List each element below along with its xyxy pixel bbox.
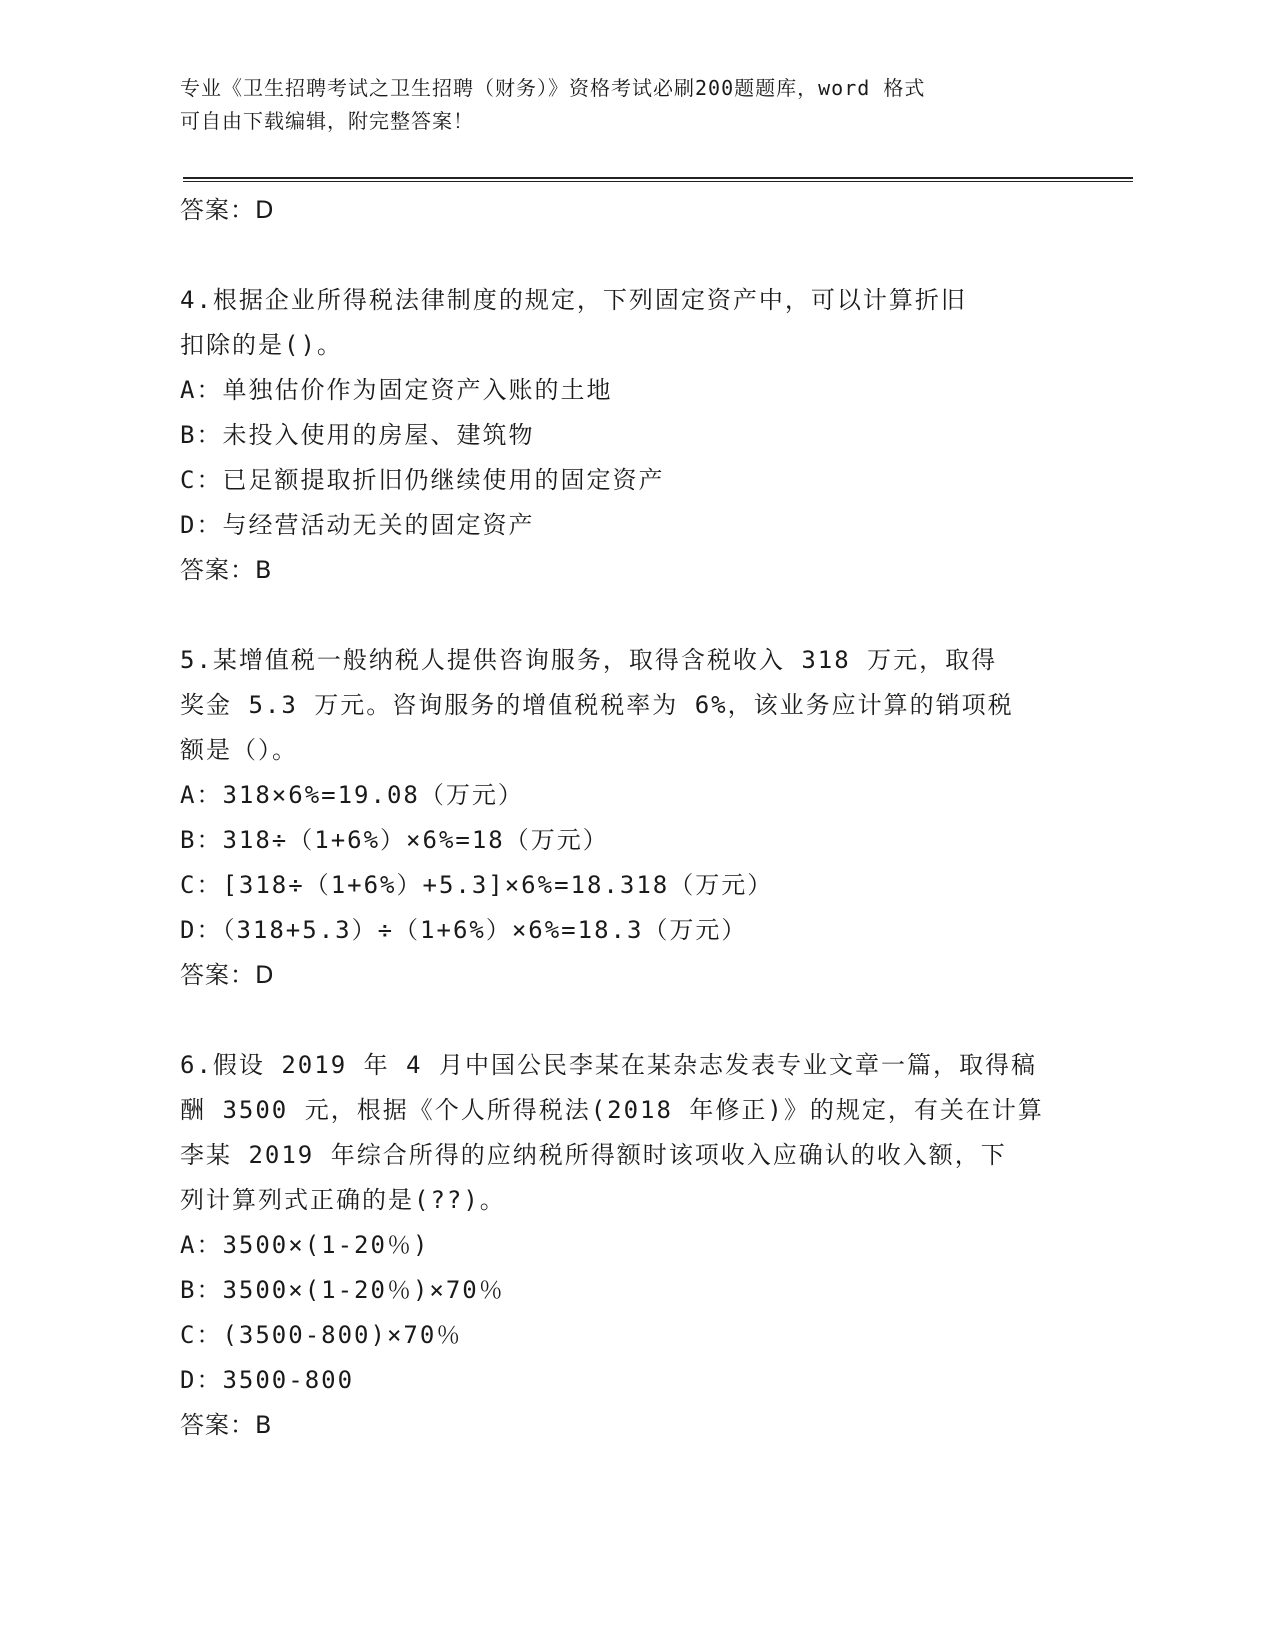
option-a: A：单独估价作为固定资产入账的土地 [180,376,613,404]
question-block [180,1043,1100,1448]
question-stem-line: 奖金 5.3 万元。咨询服务的增值税税率为 6%，该业务应计算的销项税 [180,691,1014,719]
option-c: C：已足额提取折旧仍继续使用的固定资产 [180,466,665,494]
answer-line: 答案：D [180,961,275,989]
header-line-1: 专业《卫生招聘考试之卫生招聘（财务）》资格考试必刷200题题库，word 格式 [180,76,926,100]
question-stem-line: 酬 3500 元，根据《个人所得税法(2018 年修正)》的规定，有关在计算 [180,1096,1044,1124]
document-header [180,72,1060,138]
question-stem-line: 4.根据企业所得税法律制度的规定，下列固定资产中，可以计算折旧 [180,286,967,314]
header-line-2: 可自由下载编辑，附完整答案！ [180,109,474,133]
option-a: A：318×6%=19.08（万元） [180,781,524,809]
option-d: D：（318+5.3）÷（1+6%）×6%=18.3（万元） [180,916,748,944]
question-stem-line: 李某 2019 年综合所得的应纳税所得额时该项收入应确认的收入额，下 [180,1141,1007,1169]
answer-line: 答案：B [180,556,273,584]
answer-line: 答案：D [180,196,275,224]
question-stem-line: 额是（）。 [180,736,298,764]
spacer [180,233,1100,278]
spacer [180,998,1100,1043]
question-stem-line: 扣除的是()。 [180,331,343,359]
question-stem-line: 6.假设 2019 年 4 月中国公民李某在某杂志发表专业文章一篇，取得稿 [180,1051,1037,1079]
question-content [180,188,1100,1448]
option-b: B：3500×(1-20％)×70％ [180,1276,505,1304]
question-block [180,278,1100,593]
option-d: D：3500-800 [180,1366,355,1394]
question-stem-line: 列计算列式正确的是(??)。 [180,1186,506,1214]
option-c: C：[318÷（1+6%）+5.3]×6%=18.318（万元） [180,871,774,899]
header-divider [183,177,1133,182]
answer-line: 答案：B [180,1411,273,1439]
question-stem-line: 5.某增值税一般纳税人提供咨询服务，取得含税收入 318 万元，取得 [180,646,998,674]
question-block [180,638,1100,998]
option-a: A：3500×(1-20％) [180,1231,430,1259]
option-b: B：318÷（1+6%）×6%=18（万元） [180,826,609,854]
option-c: C：(3500-800)×70％ [180,1321,463,1349]
spacer [180,593,1100,638]
option-d: D：与经营活动无关的固定资产 [180,511,535,539]
option-b: B：未投入使用的房屋、建筑物 [180,421,535,449]
